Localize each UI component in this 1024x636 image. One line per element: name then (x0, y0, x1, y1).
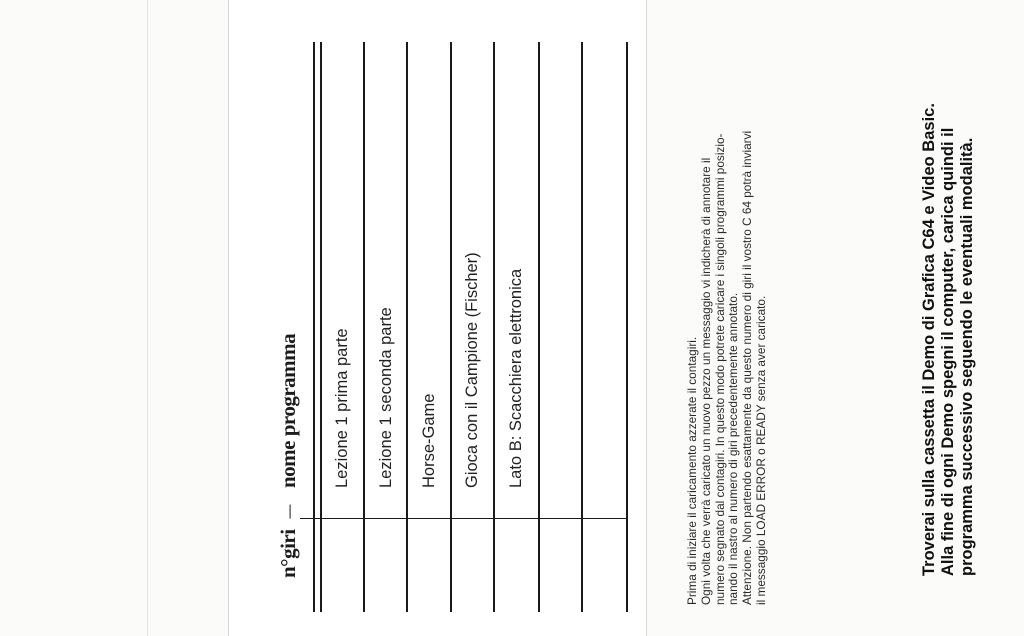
instruction-line: Prima di iniziare il caricamento azzerate il contagiri. (685, 336, 699, 605)
notice-line: programma successivo seguendo le eventuali modalità. (958, 137, 976, 576)
instruction-line: Ogni volta che verrà caricato un nuovo pezzo un messaggio vi indicherà di annotare il (698, 157, 713, 605)
table-rule (538, 42, 540, 612)
table-rule (626, 42, 628, 612)
instruction-line: numero segnato dal contagiri. In questo modo potrete caricare i singoli programmi posizio- (712, 133, 727, 605)
header-giri: n°giri (276, 529, 300, 578)
table-rule (320, 42, 322, 612)
table-rule (363, 42, 365, 612)
scan-edge-left (147, 0, 148, 636)
demo-notice (920, 103, 977, 576)
column-separator (300, 518, 626, 519)
table-rule (493, 42, 495, 612)
table-rule (581, 42, 583, 612)
table-rule (406, 42, 408, 612)
program-row-1: Lezione 1 prima parte (333, 328, 351, 488)
notice-line: Troverai sulla cassetta il Demo di Grafica C64 e Video Basic. (920, 103, 938, 576)
instruction-line: Attenzione. Non partendo esattamente da questo numero di giri il vostro C 64 potrà inviarvi (740, 130, 755, 605)
header-nome-programma: nome programma (276, 333, 300, 488)
table-rule (450, 42, 452, 612)
program-row-3: Horse-Game (420, 393, 438, 488)
program-row-2: Lezione 1 seconda parte (377, 307, 395, 488)
instruction-line: il messaggio LOAD ERROR o READY senza aver caricato. (753, 295, 768, 605)
notice-line: Alla fine di ogni Demo spegni il computer, carica quindi il (939, 127, 957, 576)
instruction-line: nando il nastro al numero di giri precedentemente annotato. (726, 292, 741, 605)
instructions-text (686, 131, 769, 605)
column-separator-tick (289, 505, 290, 519)
table-rule (313, 42, 315, 612)
program-row-4: Gioca con il Campione (Fischer) (463, 252, 481, 488)
program-row-5: Lato B: Scacchiera elettronica (507, 268, 525, 488)
